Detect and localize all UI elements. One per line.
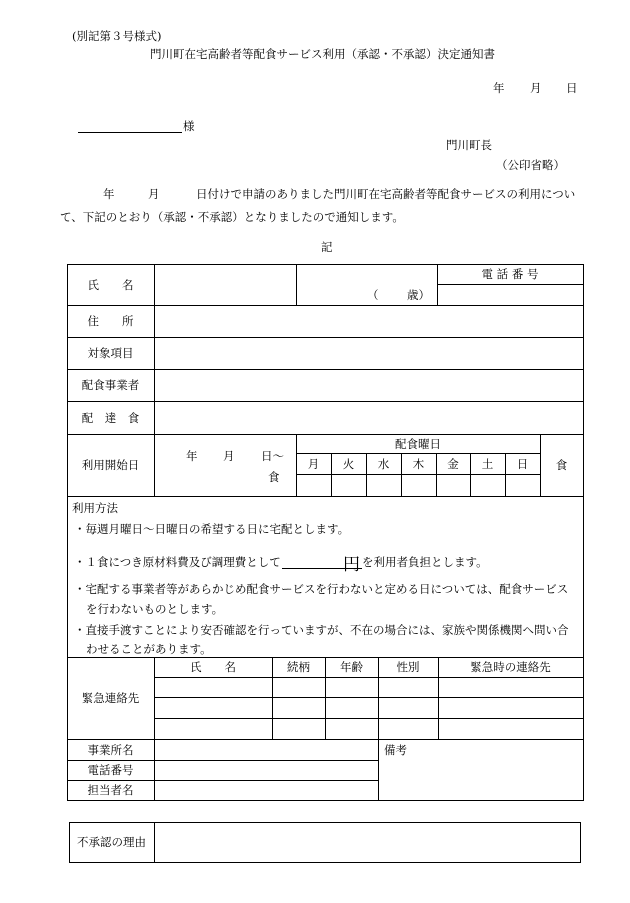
weekday-wed: 水 [377,456,390,471]
usage-item-4b: わせることがあります。 [86,642,212,656]
body-line2: て、下記のとおり（承認・不承認）となりましたので通知します。 [60,210,404,224]
emergency-col-age: 年齢 [340,660,363,674]
addressee-suffix: 様 [183,119,195,133]
name-label: 氏 名 [87,277,134,292]
seal-note: （公印省略） [496,158,565,172]
weekday-header: 配食曜日 [395,436,441,451]
body-line1: 日付けで申請のありました門川町在宅高齢者等配食サービスの利用につい [196,187,576,201]
age-open: （ [367,288,379,302]
delivery-label: 配 達 食 [81,410,140,425]
issuer-name: 門川町長 [446,138,492,152]
phone-header: 電 話 番 号 [481,267,539,281]
document-title: 門川町在宅高齢者等配食サービス利用（承認・不承認）決定通知書 [150,47,495,61]
usage-item-1: ・毎週月曜日〜日曜日の希望する日に宅配とします。 [74,522,350,536]
usage-title: 利用方法 [72,501,118,515]
usage-item-2-post: を利用者負担とします。 [362,555,488,569]
date-day: 日 [566,81,578,95]
emergency-label: 緊急連絡先 [81,691,140,705]
usage-item-2-pre: ・１食につき原材料費及び調理費として [74,555,281,569]
start-month: 月 [223,449,235,463]
date-year: 年 [493,81,505,95]
form-number: (別記第３号様式) [72,29,162,43]
ki-heading: 記 [321,240,333,254]
weekday-tue: 火 [342,456,355,471]
provider-label: 配食事業者 [81,378,140,392]
emergency-col-contact: 緊急時の連絡先 [470,660,551,674]
date-month: 月 [530,81,542,95]
weekday-mon: 月 [307,456,320,471]
age-close: 歳） [407,288,430,302]
weekday-sat: 土 [481,456,494,471]
yen-mark: 円 [343,555,360,575]
body-month: 月 [148,187,160,201]
emergency-col-sex: 性別 [396,660,420,674]
address-label: 住 所 [87,314,134,328]
usage-item-3b: を行わないものとします。 [86,602,224,616]
weekday-thu: 木 [412,456,425,471]
usage-item-3a: ・宅配する事業者等があらかじめ配食サービスを行わないと定める日については、配食サービス [74,582,569,596]
start-date-label: 利用開始日 [81,458,140,472]
office-name-label: 事業所名 [87,742,134,757]
rejection-reason-label: 不承認の理由 [77,835,146,849]
emergency-col-relation: 続柄 [287,660,310,674]
office-tel-label: 電話番号 [87,763,134,777]
addressee-underline [78,132,182,133]
person-in-charge-label: 担当者名 [87,783,134,797]
start-meal: 食 [268,470,280,484]
body-year: 年 [103,187,115,201]
target-label: 対象項目 [87,346,134,360]
usage-item-4a: ・直接手渡すことにより安否確認を行っていますが、不在の場合には、家族や関係機関へ問い合 [74,623,569,637]
start-day: 日〜 [261,449,284,463]
start-year: 年 [186,449,198,463]
weekday-sun: 日 [516,456,529,471]
weekday-fri: 金 [447,456,459,471]
remarks-label: 備考 [384,743,407,757]
emergency-col-name: 氏 名 [190,660,236,674]
meal-unit: 食 [555,458,568,472]
